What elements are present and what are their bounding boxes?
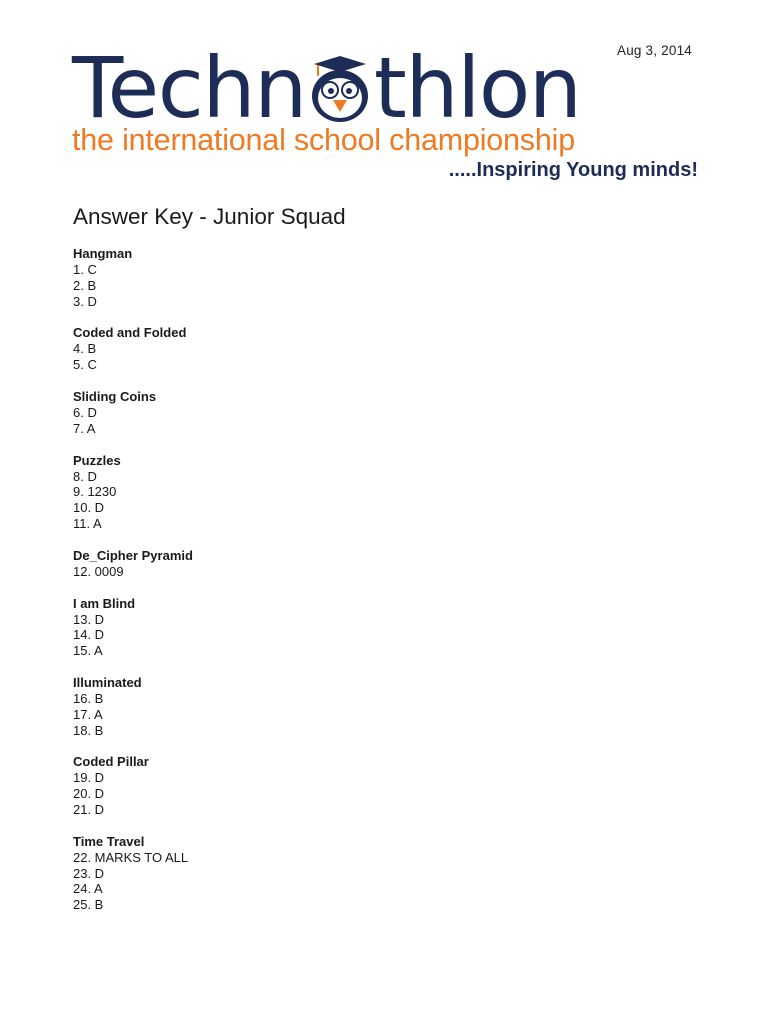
section-title: Hangman [73, 246, 133, 261]
owl-icon [306, 50, 374, 126]
section-title: I am Blind [73, 595, 136, 611]
section-de-cipher-pyramid [73, 548, 693, 580]
answer-item: 13. D [73, 611, 105, 627]
section-title: De_Cipher Pyramid [73, 547, 193, 563]
logo-slogan: .....Inspiring Young minds! [448, 159, 698, 181]
section-title: Time Travel [73, 833, 145, 849]
technothlon-logo [72, 39, 698, 185]
document-date: Aug 3, 2014 [616, 43, 692, 58]
section-time-travel [73, 834, 693, 913]
document-title: Answer Key - Junior Squad [73, 204, 346, 229]
answer-item: 25. B [73, 897, 104, 913]
section-puzzles [73, 453, 693, 532]
section-title: Illuminated [73, 674, 142, 690]
answer-item: 21. D [73, 801, 105, 817]
section-title: Puzzles [73, 452, 121, 468]
answer-item: 3. D [73, 293, 97, 309]
answer-item: 23. D [73, 865, 105, 881]
section-illuminated [73, 675, 693, 738]
answer-item: 8. D [73, 468, 97, 484]
answer-key-content [73, 203, 693, 929]
section-hangman [73, 246, 693, 309]
answer-item: 14. D [73, 627, 105, 643]
section-i-am-blind [73, 596, 693, 659]
answer-item: 16. B [73, 690, 104, 706]
answer-item: 2. B [73, 277, 97, 293]
answer-item: 4. B [73, 341, 97, 357]
section-coded-and-folded [73, 325, 693, 373]
section-title: Coded and Folded [73, 325, 187, 341]
answer-item: 17. A [73, 706, 103, 722]
answer-item: 15. A [73, 643, 103, 659]
answer-item: 19. D [73, 770, 105, 786]
section-coded-pillar [73, 754, 693, 817]
logo-word-left: Techn [72, 39, 306, 137]
answer-item: 5. C [73, 357, 97, 373]
section-sliding-coins [73, 389, 693, 437]
logo-word-right: thlon [373, 39, 581, 137]
answer-item: 9. 1230 [73, 484, 117, 500]
section-title: Coded Pillar [73, 754, 149, 770]
answer-item: 22. MARKS TO ALL [73, 849, 189, 865]
answer-item: 11. A [73, 515, 102, 531]
answer-item: 12. 0009 [73, 563, 124, 579]
section-title: Sliding Coins [73, 388, 157, 404]
answer-item: 18. B [73, 722, 104, 738]
logo-tagline: the international school championship [72, 123, 575, 157]
answer-item: 10. D [73, 500, 105, 516]
answer-item: 20. D [73, 786, 105, 802]
answer-item: 1. C [73, 262, 97, 277]
answer-item: 24. A [73, 881, 103, 897]
logo-wordmark [72, 39, 581, 137]
answer-item: 6. D [73, 404, 97, 420]
answer-item: 7. A [73, 420, 96, 436]
